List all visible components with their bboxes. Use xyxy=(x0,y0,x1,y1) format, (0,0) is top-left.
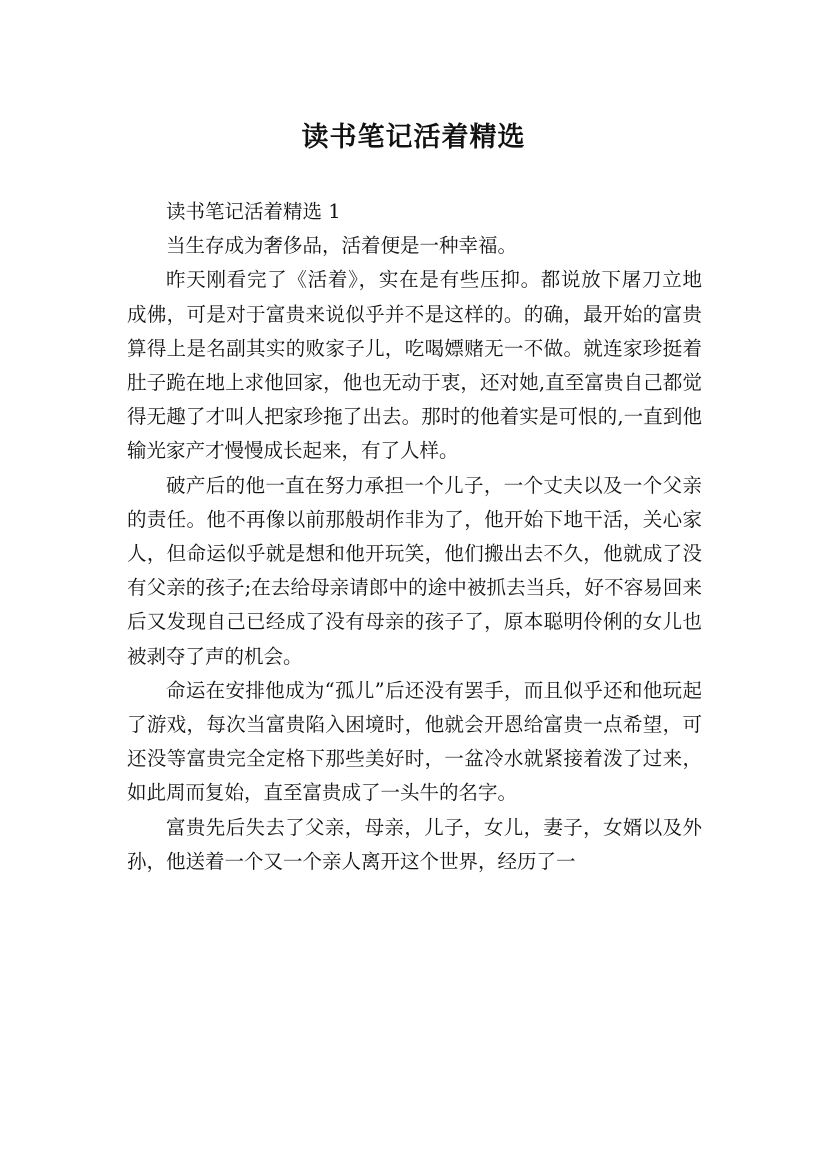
paragraph: 破产后的他一直在努力承担一个儿子，一个丈夫以及一个父亲的责任。他不再像以前那般胡作非为了，他开始下地干活，关心家人，但命运似乎就是想和他开玩笑，他们搬出去不久，他就成了没有父亲的孩子;在去给母亲请郎中的途中被抓去当兵，好不容易回来后又发现自己已经成了没有母亲的孩子了，原本聪明伶俐的女儿也被剥夺了声的机会。 xyxy=(127,473,702,668)
document-title: 读书笔记活着精选 xyxy=(301,122,526,154)
paragraph: 富贵先后失去了父亲，母亲，儿子，女儿，妻子，女婿以及外孙，他送着一个又一个亲人离开这个世界，经历了一 xyxy=(127,815,702,873)
document-body xyxy=(127,195,702,879)
paragraph: 命运在安排他成为“孤儿”后还没有罢手，而且似乎还和他玩起了游戏，每次当富贵陷入困境时，他就会开恩给富贵一点希望，可还没等富贵完全定格下那些美好时，一盆冷水就紧接着泼了过来，如此周而复始，直至富贵成了一头牛的名字。 xyxy=(127,678,702,805)
section-heading: 读书笔记活着精选 1 xyxy=(166,200,341,223)
paragraph: 当生存成为奢侈品，活着便是一种幸福。 xyxy=(166,234,518,258)
paragraph: 昨天刚看完了《活着》，实在是有些压抑。都说放下屠刀立地成佛，可是对于富贵来说似乎并不是这样的。的确，最开始的富贵算得上是名副其实的败家子儿，吃喝嫖赌无一不做。就连家珍挺着肚子跪在地上求他回家，他也无动于衷，还对她,直至富贵自己都觉得无趣了才叫人把家珍拖了出去。那时的他着实是可恨的,一直到他输光家产才慢慢成长起来，有了人样。 xyxy=(127,268,702,463)
